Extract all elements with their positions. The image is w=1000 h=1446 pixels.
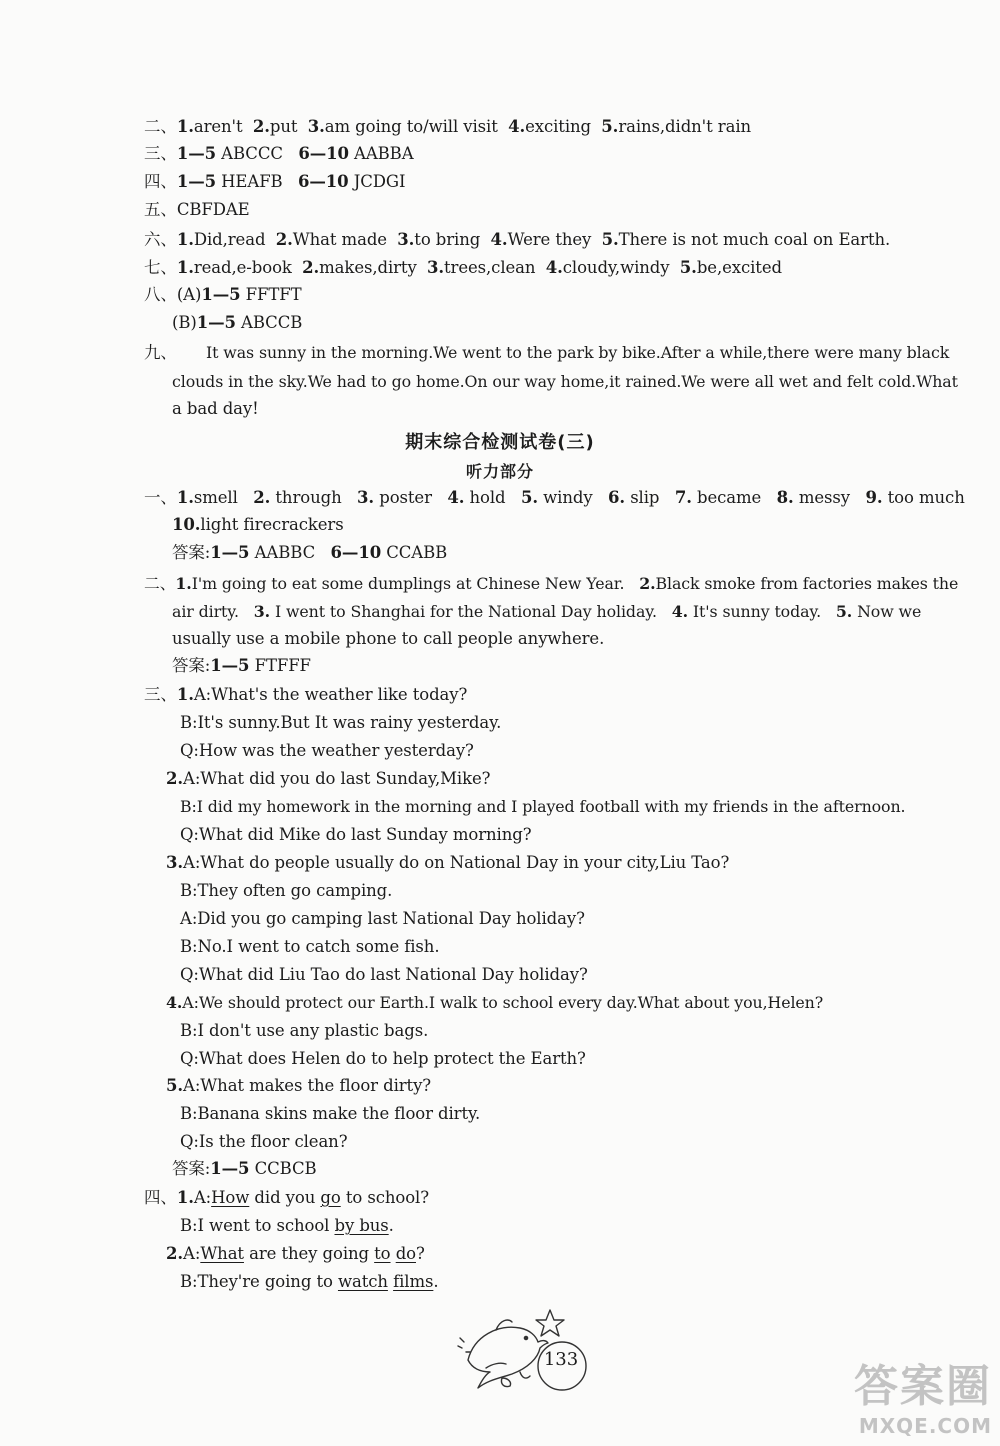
q9-line-3: a bad day!: [172, 399, 259, 418]
p3-d3-b2: B:No.I went to catch some fish.: [180, 937, 440, 956]
p3-d2-b: B:I did my homework in the morning and I played football with my friends in the afternoon.: [180, 797, 906, 816]
p2-line-2: air dirty. 3. I went to Shanghai for the National Day holiday. 4. It's sunny today. 5. Now we: [172, 602, 922, 621]
q4-line: 四、1—5 HEAFB 6—10 JCDGI: [144, 172, 406, 191]
exam-subtitle: 听力部分: [465, 462, 534, 481]
watermark-text: 答案圈: [854, 1361, 992, 1412]
p3-d3-b: B:They often go camping.: [180, 881, 393, 900]
p3-d1-q: Q:How was the weather yesterday?: [180, 741, 474, 760]
q8b-line: (B)1—5 ABCCB: [172, 313, 303, 332]
p3-d5-a: 5.A:What makes the floor dirty?: [166, 1076, 432, 1095]
p3-d4-a: 4.A:We should protect our Earth.I walk to school every day.What about you,Helen?: [166, 993, 824, 1012]
p1-answer: 答案:1—5 AABBC 6—10 CCABB: [172, 543, 448, 562]
q9-line-2: clouds in the sky.We had to go home.On our way home,it rained.We were all wet and felt cold.What: [172, 372, 958, 391]
p3-d5-q: Q:Is the floor clean?: [180, 1132, 348, 1151]
p3-d3-a: 3.A:What do people usually do on National Day in your city,Liu Tao?: [166, 853, 730, 872]
p2-line-1: 二、1.I'm going to eat some dumplings at Chinese New Year. 2.Black smoke from factories makes the: [144, 574, 959, 593]
q3-line: 三、1—5 ABCCC 6—10 AABBA: [144, 144, 414, 163]
p3-d2-q: Q:What did Mike do last Sunday morning?: [180, 825, 532, 844]
p4-2b: B:They're going to watch films.: [180, 1272, 439, 1291]
exam-title: 期末综合检测试卷(三): [405, 432, 595, 453]
p3-answer: 答案:1—5 CCBCB: [172, 1159, 317, 1178]
p1-item10: 10.light firecrackers: [172, 515, 344, 534]
q7-line: 七、1.read,e-book 2.makes,dirty 3.trees,clean 4.cloudy,windy 5.be,excited: [144, 258, 782, 277]
p3-d2-a: 2.A:What did you do last Sunday,Mike?: [166, 769, 491, 788]
p4-1a: 四、1.A:How did you go to school?: [144, 1188, 429, 1207]
q5-line: 五、CBFDAE: [144, 200, 250, 219]
p3-d5-b: B:Banana skins make the floor dirty.: [180, 1104, 481, 1123]
p2-line-3: usually use a mobile phone to call people anywhere.: [172, 629, 605, 648]
p1-line: 一、1.smell 2. through 3. poster 4. hold 5. windy 6. slip 7. became 8. messy 9. too much: [144, 488, 965, 507]
p4-1b: B:I went to school by bus.: [180, 1216, 394, 1235]
q8a-line: 八、(A)1—5 FFTFT: [144, 285, 302, 304]
p3-d1-a: 三、1.A:What's the weather like today?: [144, 685, 468, 704]
p3-d1-b: B:It's sunny.But It was rainy yesterday.: [180, 713, 502, 732]
q9-label: 九、: [144, 343, 177, 362]
p3-d4-b: B:I don't use any plastic bags.: [180, 1021, 429, 1040]
q6-line: 六、1.Did,read 2.What made 3.to bring 4.Were they 5.There is not much coal on Earth.: [144, 230, 891, 249]
page-number: 133: [543, 1349, 579, 1370]
p2-answer: 答案:1—5 FTFFF: [172, 656, 311, 675]
watermark-url: MXQE.COM: [858, 1414, 992, 1438]
p3-d3-q: Q:What did Liu Tao do last National Day holiday?: [180, 965, 588, 984]
q9-line-1: It was sunny in the morning.We went to the park by bike.After a while,there were many black: [206, 343, 950, 362]
watermark: [854, 1350, 992, 1438]
q2-line: 二、1.aren't 2.put 3.am going to/will visit 4.exciting 5.rains,didn't rain: [144, 117, 752, 136]
p3-d4-q: Q:What does Helen do to help protect the Earth?: [180, 1049, 586, 1068]
p3-d3-a2: A:Did you go camping last National Day holiday?: [180, 909, 585, 928]
p4-2a: 2.A:What are they going to do?: [166, 1244, 425, 1263]
